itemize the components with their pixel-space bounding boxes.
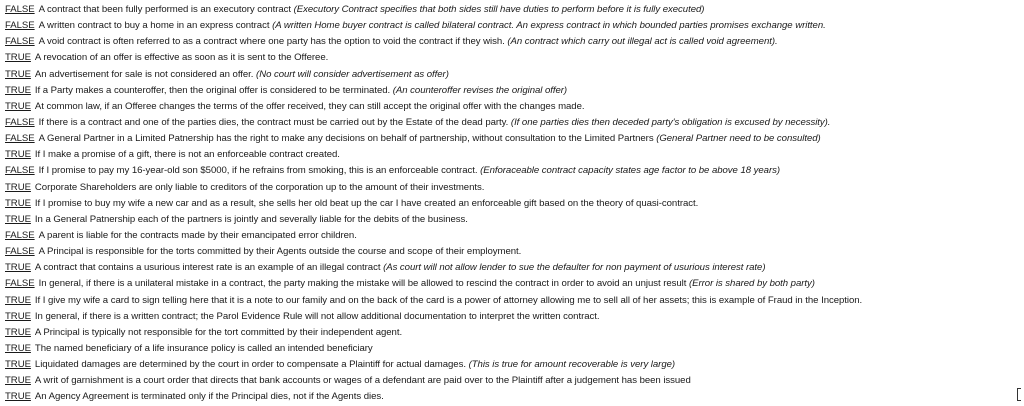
note-text: (Enforaceable contract capacity states age factor to be above 18 years) xyxy=(480,165,780,177)
answer-row xyxy=(5,18,1024,34)
answer-tag: FALSE xyxy=(5,165,35,177)
statement-text: A revocation of an offer is effective as soon as it is sent to the Offeree. xyxy=(34,52,329,64)
answer-tag: TRUE xyxy=(5,391,31,403)
document-body xyxy=(5,2,1024,406)
statement-text: A writ of garnishment is a court order that directs that bank accounts or wages of a defendant are paid over to the Plaintiff after a judgement has been issued xyxy=(34,375,691,387)
answer-row xyxy=(5,83,1024,99)
answer-row xyxy=(5,357,1024,373)
note-text: (No court will consider advertisement as offer) xyxy=(256,68,449,80)
statement-text: If I make a promise of a gift, there is not an enforceable contract created. xyxy=(34,149,340,161)
statement-text: A written contract to buy a home in an express contract xyxy=(38,20,270,32)
statement-text: A void contract is often referred to as a contract where one party has the option to void the contract if they wish. xyxy=(38,36,505,48)
statement-text: An Agency Agreement is terminated only if the Principal dies, not if the Agents dies. xyxy=(34,391,384,403)
answer-tag: TRUE xyxy=(5,149,31,161)
answer-row xyxy=(5,228,1024,244)
answer-tag: TRUE xyxy=(5,68,31,80)
answer-row xyxy=(5,115,1024,131)
statement-text: Corporate Shareholders are only liable to creditors of the corporation up to the amount of their investments. xyxy=(34,181,485,193)
statement-text: In general, if there is a unilateral mistake in a contract, the party making the mistake will be allowed to rescind the contract in order to avoid an unjust result xyxy=(38,278,687,290)
answer-tag: TRUE xyxy=(5,100,31,112)
statement-text: The named beneficiary of a life insurance policy is called an intended beneficiary xyxy=(34,342,373,354)
answer-tag: TRUE xyxy=(5,213,31,225)
statement-text: If a Party makes a counteroffer, then the original offer is considered to be terminated. xyxy=(34,84,391,96)
answer-tag: TRUE xyxy=(5,52,31,64)
statement-text: A Principal is responsible for the torts committed by their Agents outside the course and scope of their employment. xyxy=(38,246,522,258)
answer-tag: TRUE xyxy=(5,326,31,338)
note-text: (An counteroffer revises the original offer) xyxy=(392,84,568,96)
answer-row xyxy=(5,163,1024,179)
statement-text: If I give my wife a card to sign telling here that it is a note to our family and on the back of the card is a power of attorney allowing me to sell all of her assets; this is example of Fraud in the Inception. xyxy=(34,294,863,306)
answer-tag: TRUE xyxy=(5,310,31,322)
answer-tag: TRUE xyxy=(5,375,31,387)
answer-tag: TRUE xyxy=(5,197,31,209)
statement-text: Liquidated damages are determined by the court in order to compensate a Plaintiff for actual damages. xyxy=(34,359,466,371)
answer-tag: FALSE xyxy=(5,4,35,15)
note-text: (An contract which carry out illegal act is called void agreement). xyxy=(507,36,778,48)
statement-text: In general, if there is a written contract; the Parol Evidence Rule will not allow additional documentation to interpret the written contract. xyxy=(34,310,600,322)
statement-text: An advertisement for sale is not considered an offer. xyxy=(34,68,254,80)
note-text: (If one parties dies then deceded party's obligation is excused by necessity). xyxy=(510,116,831,128)
note-text: (Executory Contract specifies that both sides still have duties to perform before it is fully executed) xyxy=(293,4,705,15)
answer-row xyxy=(5,389,1024,405)
answer-row xyxy=(5,2,1024,18)
answer-tag: FALSE xyxy=(5,278,35,290)
answer-tag: FALSE xyxy=(5,36,35,48)
answer-row xyxy=(5,341,1024,357)
answer-row xyxy=(5,180,1024,196)
answer-row xyxy=(5,196,1024,212)
note-text: (As court will not allow lender to sue the defaulter for non payment of usurious interest rate) xyxy=(383,262,766,274)
answer-tag: FALSE xyxy=(5,116,35,128)
answer-row xyxy=(5,34,1024,50)
answer-tag: FALSE xyxy=(5,133,35,145)
answer-row xyxy=(5,373,1024,389)
answer-row xyxy=(5,244,1024,260)
answer-tag: TRUE xyxy=(5,342,31,354)
cell-cursor xyxy=(1017,388,1021,401)
statement-text: A parent is liable for the contracts made by their emancipated error children. xyxy=(38,229,357,241)
answer-tag: FALSE xyxy=(5,246,35,258)
note-text: (This is true for amount recoverable is very large) xyxy=(468,359,676,371)
note-text: (Error is shared by both party) xyxy=(689,278,815,290)
statement-text: If I promise to buy my wife a new car and as a result, she sells her old beat up the car I have created an enforceable gift based on the theory of quasi-contract. xyxy=(34,197,699,209)
statement-text: A Principal is typically not responsible for the tort committed by their independent agent. xyxy=(34,326,403,338)
answer-row xyxy=(5,325,1024,341)
answer-row xyxy=(5,309,1024,325)
statement-text: If I promise to pay my 16-year-old son $5000, if he refrains from smoking, this is an enforceable contract. xyxy=(38,165,478,177)
answer-row xyxy=(5,50,1024,66)
answer-row xyxy=(5,131,1024,147)
answer-row xyxy=(5,260,1024,276)
answer-tag: TRUE xyxy=(5,294,31,306)
answer-row xyxy=(5,67,1024,83)
statement-text: At common law, if an Offeree changes the terms of the offer received, they can still accept the original offer with the changes made. xyxy=(34,100,585,112)
answer-tag: TRUE xyxy=(5,359,31,371)
answer-tag: FALSE xyxy=(5,20,35,32)
statement-text: In a General Patnership each of the partners is jointly and severally liable for the debits of the business. xyxy=(34,213,468,225)
answer-row xyxy=(5,99,1024,115)
statement-text: If there is a contract and one of the parties dies, the contract must be carried out by the Estate of the dead party. xyxy=(38,116,509,128)
statement-text: A contract that been fully performed is an executory contract xyxy=(38,4,292,15)
answer-row xyxy=(5,276,1024,292)
answer-row xyxy=(5,212,1024,228)
answer-row xyxy=(5,147,1024,163)
answer-row xyxy=(5,293,1024,309)
answer-tag: FALSE xyxy=(5,229,35,241)
statement-text: A General Partner in a Limited Patnership has the right to make any decisions on behalf of partnership, without consultation to the Limited Partners xyxy=(38,133,654,145)
answer-tag: TRUE xyxy=(5,84,31,96)
note-text: (General Partner need to be consulted) xyxy=(656,133,821,145)
answer-tag: TRUE xyxy=(5,181,31,193)
note-text: (A written Home buyer contract is called bilateral contract. An express contract in which bounded parties promises exchange written. xyxy=(272,20,826,32)
answer-tag: TRUE xyxy=(5,262,31,274)
statement-text: A contract that contains a usurious interest rate is an example of an illegal contract xyxy=(34,262,381,274)
